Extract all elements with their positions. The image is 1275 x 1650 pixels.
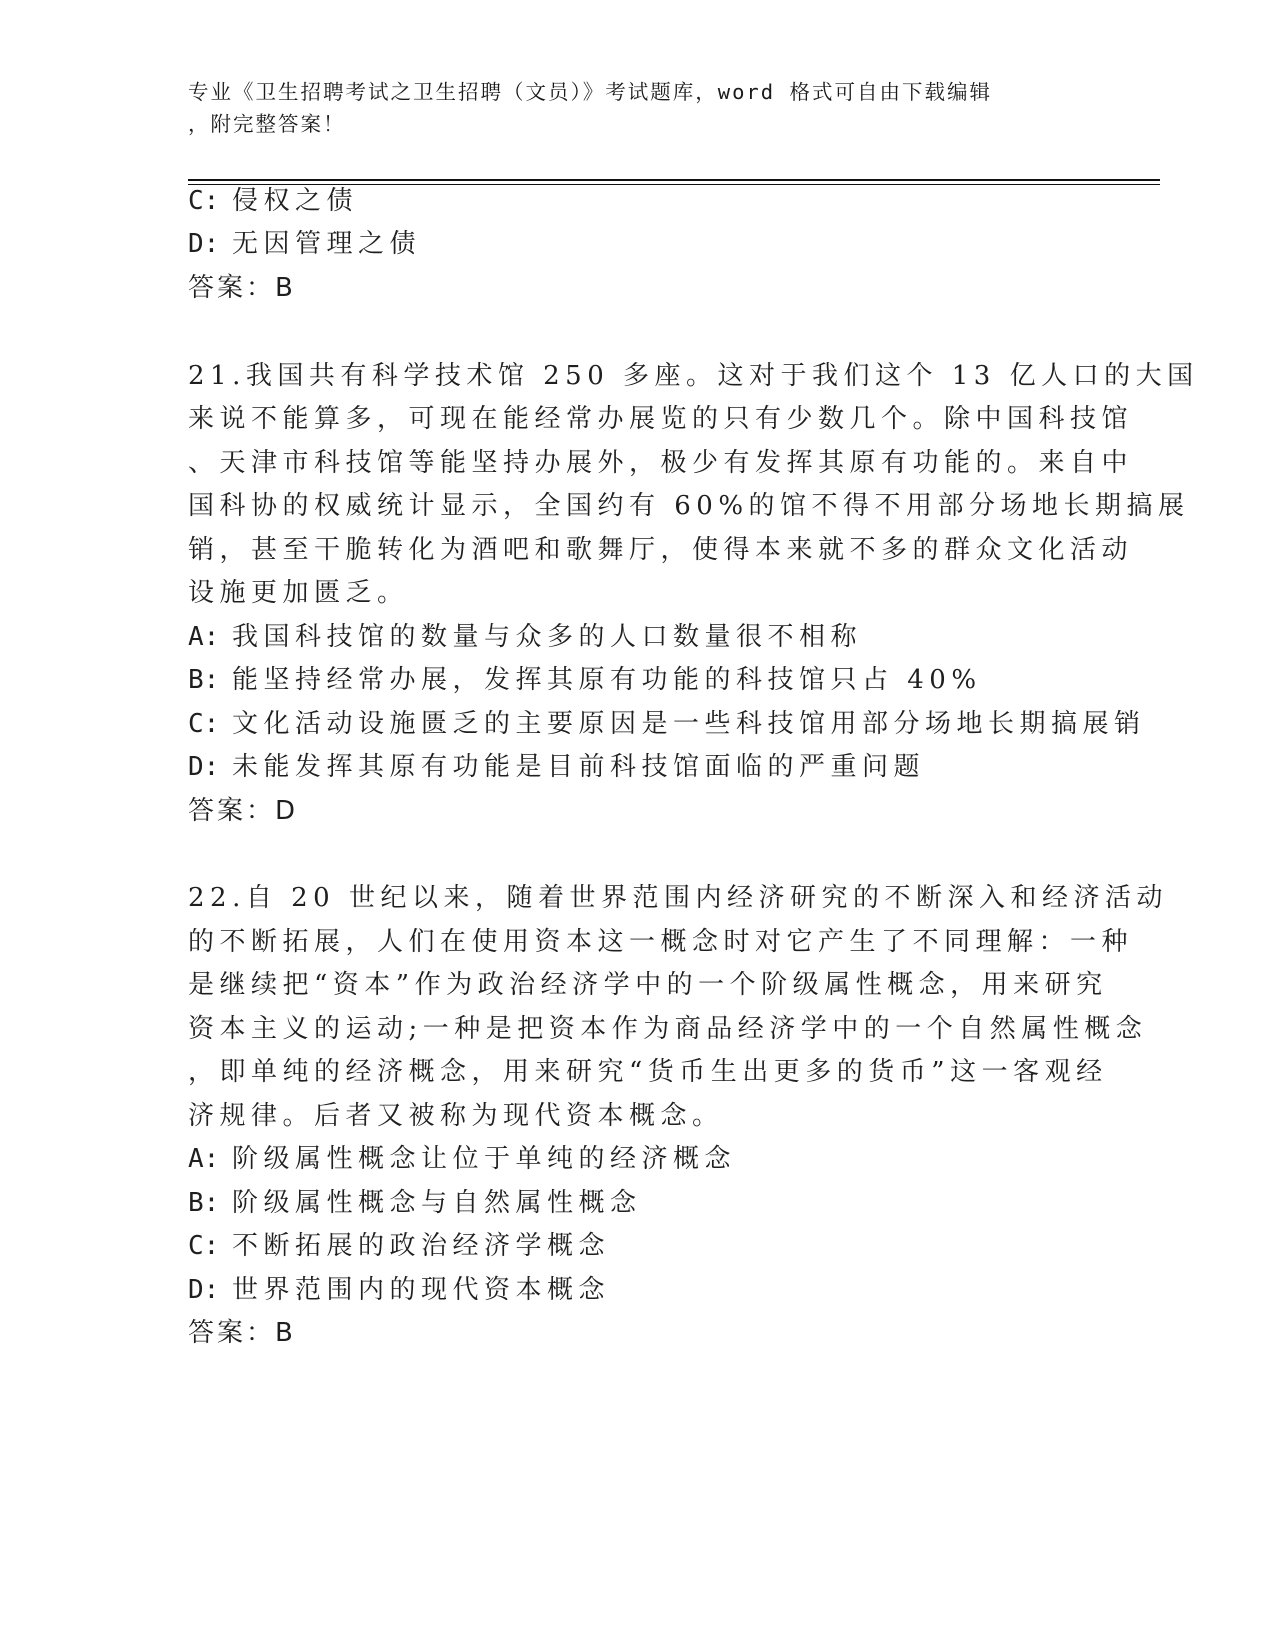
option-key: C: (188, 186, 220, 216)
option-key: A: (188, 1144, 220, 1174)
option-text: 能坚持经常办展，发挥其原有功能的科技馆只占 40% (232, 665, 982, 695)
question-21-line: 21.我国共有科学技术馆 250 多座。这对于我们这个 13 亿人口的大国 (188, 361, 1199, 391)
option-c (188, 709, 1146, 739)
option-text: 文化活动设施匮乏的主要原因是一些科技馆用部分场地长期搞展销 (232, 709, 1146, 739)
option-key: A: (188, 622, 220, 652)
header-divider-thin (188, 184, 1160, 185)
option-text: 我国科技馆的数量与众多的人口数量很不相称 (232, 622, 863, 652)
question-22-line: 是继续把“资本”作为政治经济学中的一个阶级属性概念，用来研究 (188, 970, 1108, 1000)
answer: 答案：B (188, 273, 296, 303)
option-d (188, 1275, 610, 1305)
option-c (188, 186, 358, 216)
page-header (188, 76, 1068, 140)
option-b (188, 665, 982, 695)
option-key: C: (188, 1231, 220, 1261)
option-text: 不断拓展的政治经济学概念 (232, 1231, 611, 1261)
option-a (188, 1144, 736, 1174)
option-text: 世界范围内的现代资本概念 (232, 1275, 611, 1305)
question-22-line: ，即单纯的经济概念，用来研究“货币生出更多的货币”这一客观经 (188, 1057, 1108, 1087)
option-d (188, 752, 925, 782)
question-22-line: 济规律。后者又被称为现代资本概念。 (188, 1101, 724, 1131)
option-key: C: (188, 709, 220, 739)
question-21-line: 国科协的权威统计显示，全国约有 60%的馆不得不用部分场地长期搞展 (188, 491, 1190, 521)
option-key: D: (188, 1275, 220, 1305)
question-21-line: 来说不能算多，可现在能经常办展览的只有少数几个。除中国科技馆 (188, 404, 1134, 434)
option-text: 侵权之债 (232, 186, 359, 216)
option-d (188, 229, 421, 259)
option-text: 无因管理之债 (232, 229, 422, 259)
option-key: B: (188, 665, 220, 695)
option-key: D: (188, 229, 220, 259)
question-21-line: 销，甚至干脆转化为酒吧和歌舞厅，使得本来就不多的群众文化活动 (188, 535, 1134, 565)
header-line-1: 专业《卫生招聘考试之卫生招聘（文员）》考试题库，word 格式可自由下载编辑 (188, 80, 992, 104)
question-21-line: 设施更加匮乏。 (188, 578, 409, 608)
answer: 答案：D (188, 796, 299, 826)
answer: 答案：B (188, 1318, 296, 1348)
option-c (188, 1231, 610, 1261)
option-key: D: (188, 752, 220, 782)
option-text: 阶级属性概念与自然属性概念 (232, 1188, 642, 1218)
question-22-line: 22.自 20 世纪以来，随着世界范围内经济研究的不断深入和经济活动 (188, 883, 1168, 913)
question-22-line: 的不断拓展，人们在使用资本这一概念时对它产生了不同理解：一种 (188, 927, 1134, 957)
header-line-2: ，附完整答案！ (188, 112, 346, 136)
option-b (188, 1188, 642, 1218)
header-divider (188, 179, 1160, 181)
option-a (188, 622, 862, 652)
option-key: B: (188, 1188, 220, 1218)
question-22-line: 资本主义的运动;一种是把资本作为商品经济学中的一个自然属性概念 (188, 1014, 1148, 1044)
option-text: 未能发挥其原有功能是目前科技馆面临的严重问题 (232, 752, 926, 782)
option-text: 阶级属性概念让位于单纯的经济概念 (232, 1144, 737, 1174)
question-21-line: 、天津市科技馆等能坚持办展外，极少有发挥其原有功能的。来自中 (188, 448, 1134, 478)
